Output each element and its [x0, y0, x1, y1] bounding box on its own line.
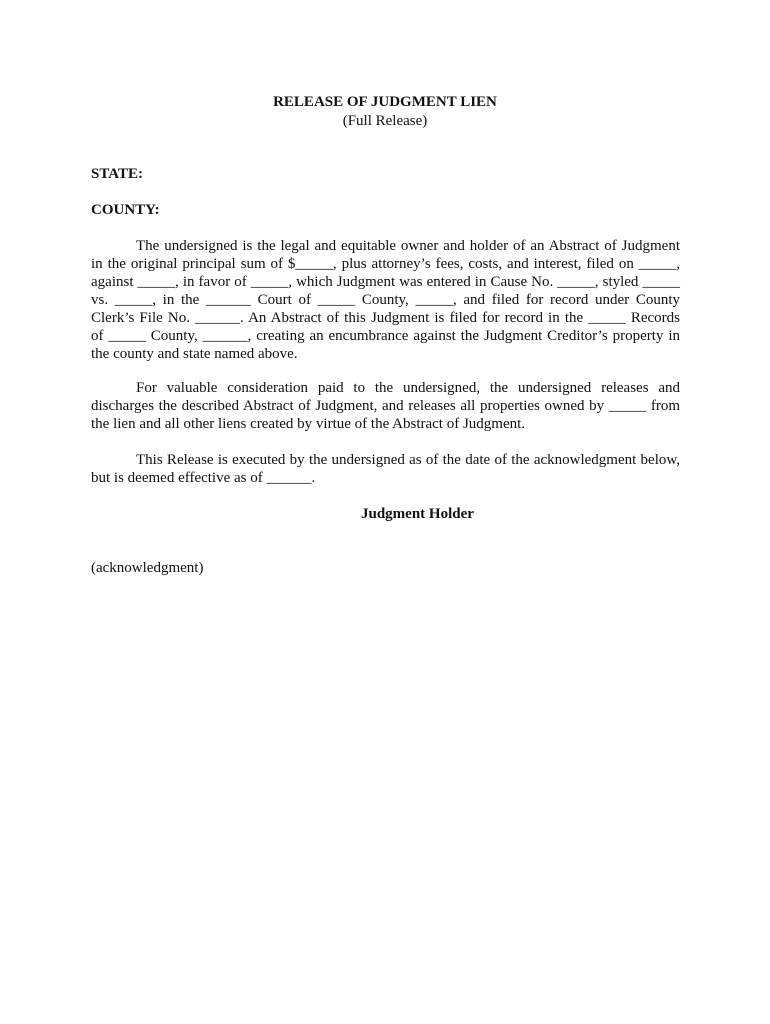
acknowledgment-label: (acknowledgment): [91, 560, 204, 576]
paragraph-line: in the original principal sum of $_____, plus attorney’s fees, costs, and interest, filed on _____,: [91, 256, 680, 272]
paragraph-line: against _____, in favor of _____, which Judgment was entered in Cause No. _____, styled _____: [91, 274, 680, 290]
paragraph-line: For valuable consideration paid to the undersigned, the undersigned releases and: [136, 380, 680, 396]
state-label: STATE:: [91, 166, 143, 182]
paragraph-line: but is deemed effective as of ______.: [91, 470, 316, 486]
paragraph-line: vs. _____, in the ______ Court of _____ County, _____, and filed for record under County: [91, 292, 680, 308]
judgment-holder-label: Judgment Holder: [361, 506, 474, 522]
paragraph-line: The undersigned is the legal and equitable owner and holder of an Abstract of Judgment: [136, 238, 680, 254]
paragraph-effective-date: [91, 451, 680, 487]
paragraph-line: discharges the described Abstract of Judgment, and releases all properties owned by _____ from: [91, 398, 680, 414]
paragraph-release-terms: [91, 379, 680, 433]
paragraph-line: the lien and all other liens created by virtue of the Abstract of Judgment.: [91, 416, 526, 432]
paragraph-line: Clerk’s File No. ______. An Abstract of this Judgment is filed for record in the _____ Records: [91, 310, 680, 326]
title-block: [0, 93, 770, 131]
county-label: COUNTY:: [91, 202, 160, 218]
document-title: RELEASE OF JUDGMENT LIEN: [273, 94, 497, 110]
paragraph-line: of _____ County, ______, creating an encumbrance against the Judgment Creditor’s property in: [91, 328, 680, 344]
paragraph-judgment-details: [91, 237, 680, 363]
paragraph-line: This Release is executed by the undersigned as of the date of the acknowledgment below,: [136, 452, 680, 468]
document-subtitle: (Full Release): [342, 113, 428, 129]
paragraph-line: the county and state named above.: [91, 346, 298, 362]
